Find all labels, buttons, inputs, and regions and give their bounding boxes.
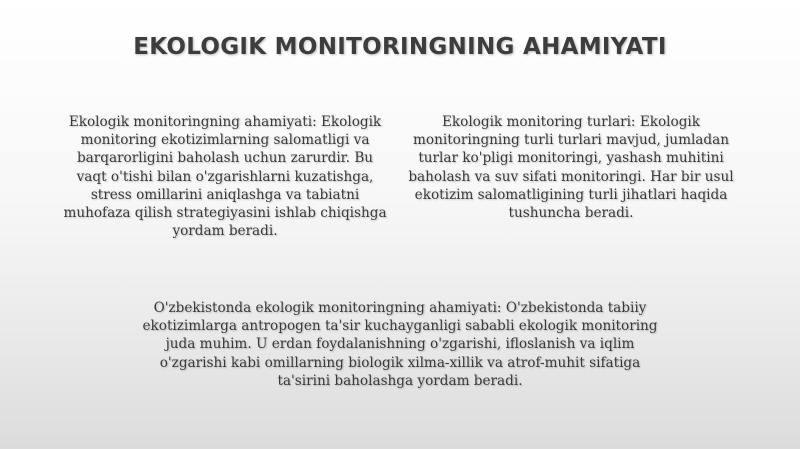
text-block-uzbekistan: O'zbekistonda ekologik monitoringning ahamiyati: O'zbekistonda tabiiy ekotizimlarga antropogen ta'sir kuchayganligi sababli ekologik monitoring juda muhim. U erdan foydalanishning o'zgarishi, ifloslanish va iqlim o'zgarishi kabi omillarning biologik xilma-xillik va atrof-muhit sifatiga ta'sirini baholashga yordam beradi.	[142, 300, 658, 389]
text-block-importance: Ekologik monitoringning ahamiyati: Ekologik monitoring ekotizimlarning salomatligi va barqarorligini baholash uchun zarurdir. Bu vaqt o'tishi bilan o'zgarishlarni kuzatishga, stress omillarini aniqlashga va tabiatni muhofaza qilish strategiyasini ishlab chiqishga yordam beradi.	[63, 114, 387, 240]
slide-title: EKOLOGIK MONITORINGNING AHAMIYATI	[133, 34, 667, 60]
text-block-monitoring-types: Ekologik monitoring turlari: Ekologik monitoringning turli turlari mavjud, jumladan turlar ko'pligi monitoringi, yashash muhitini baholash va suv sifati monitoringi. Har bir usul ekotizim salomatligining turli jihatlari haqida tushuncha beradi.	[408, 114, 734, 222]
